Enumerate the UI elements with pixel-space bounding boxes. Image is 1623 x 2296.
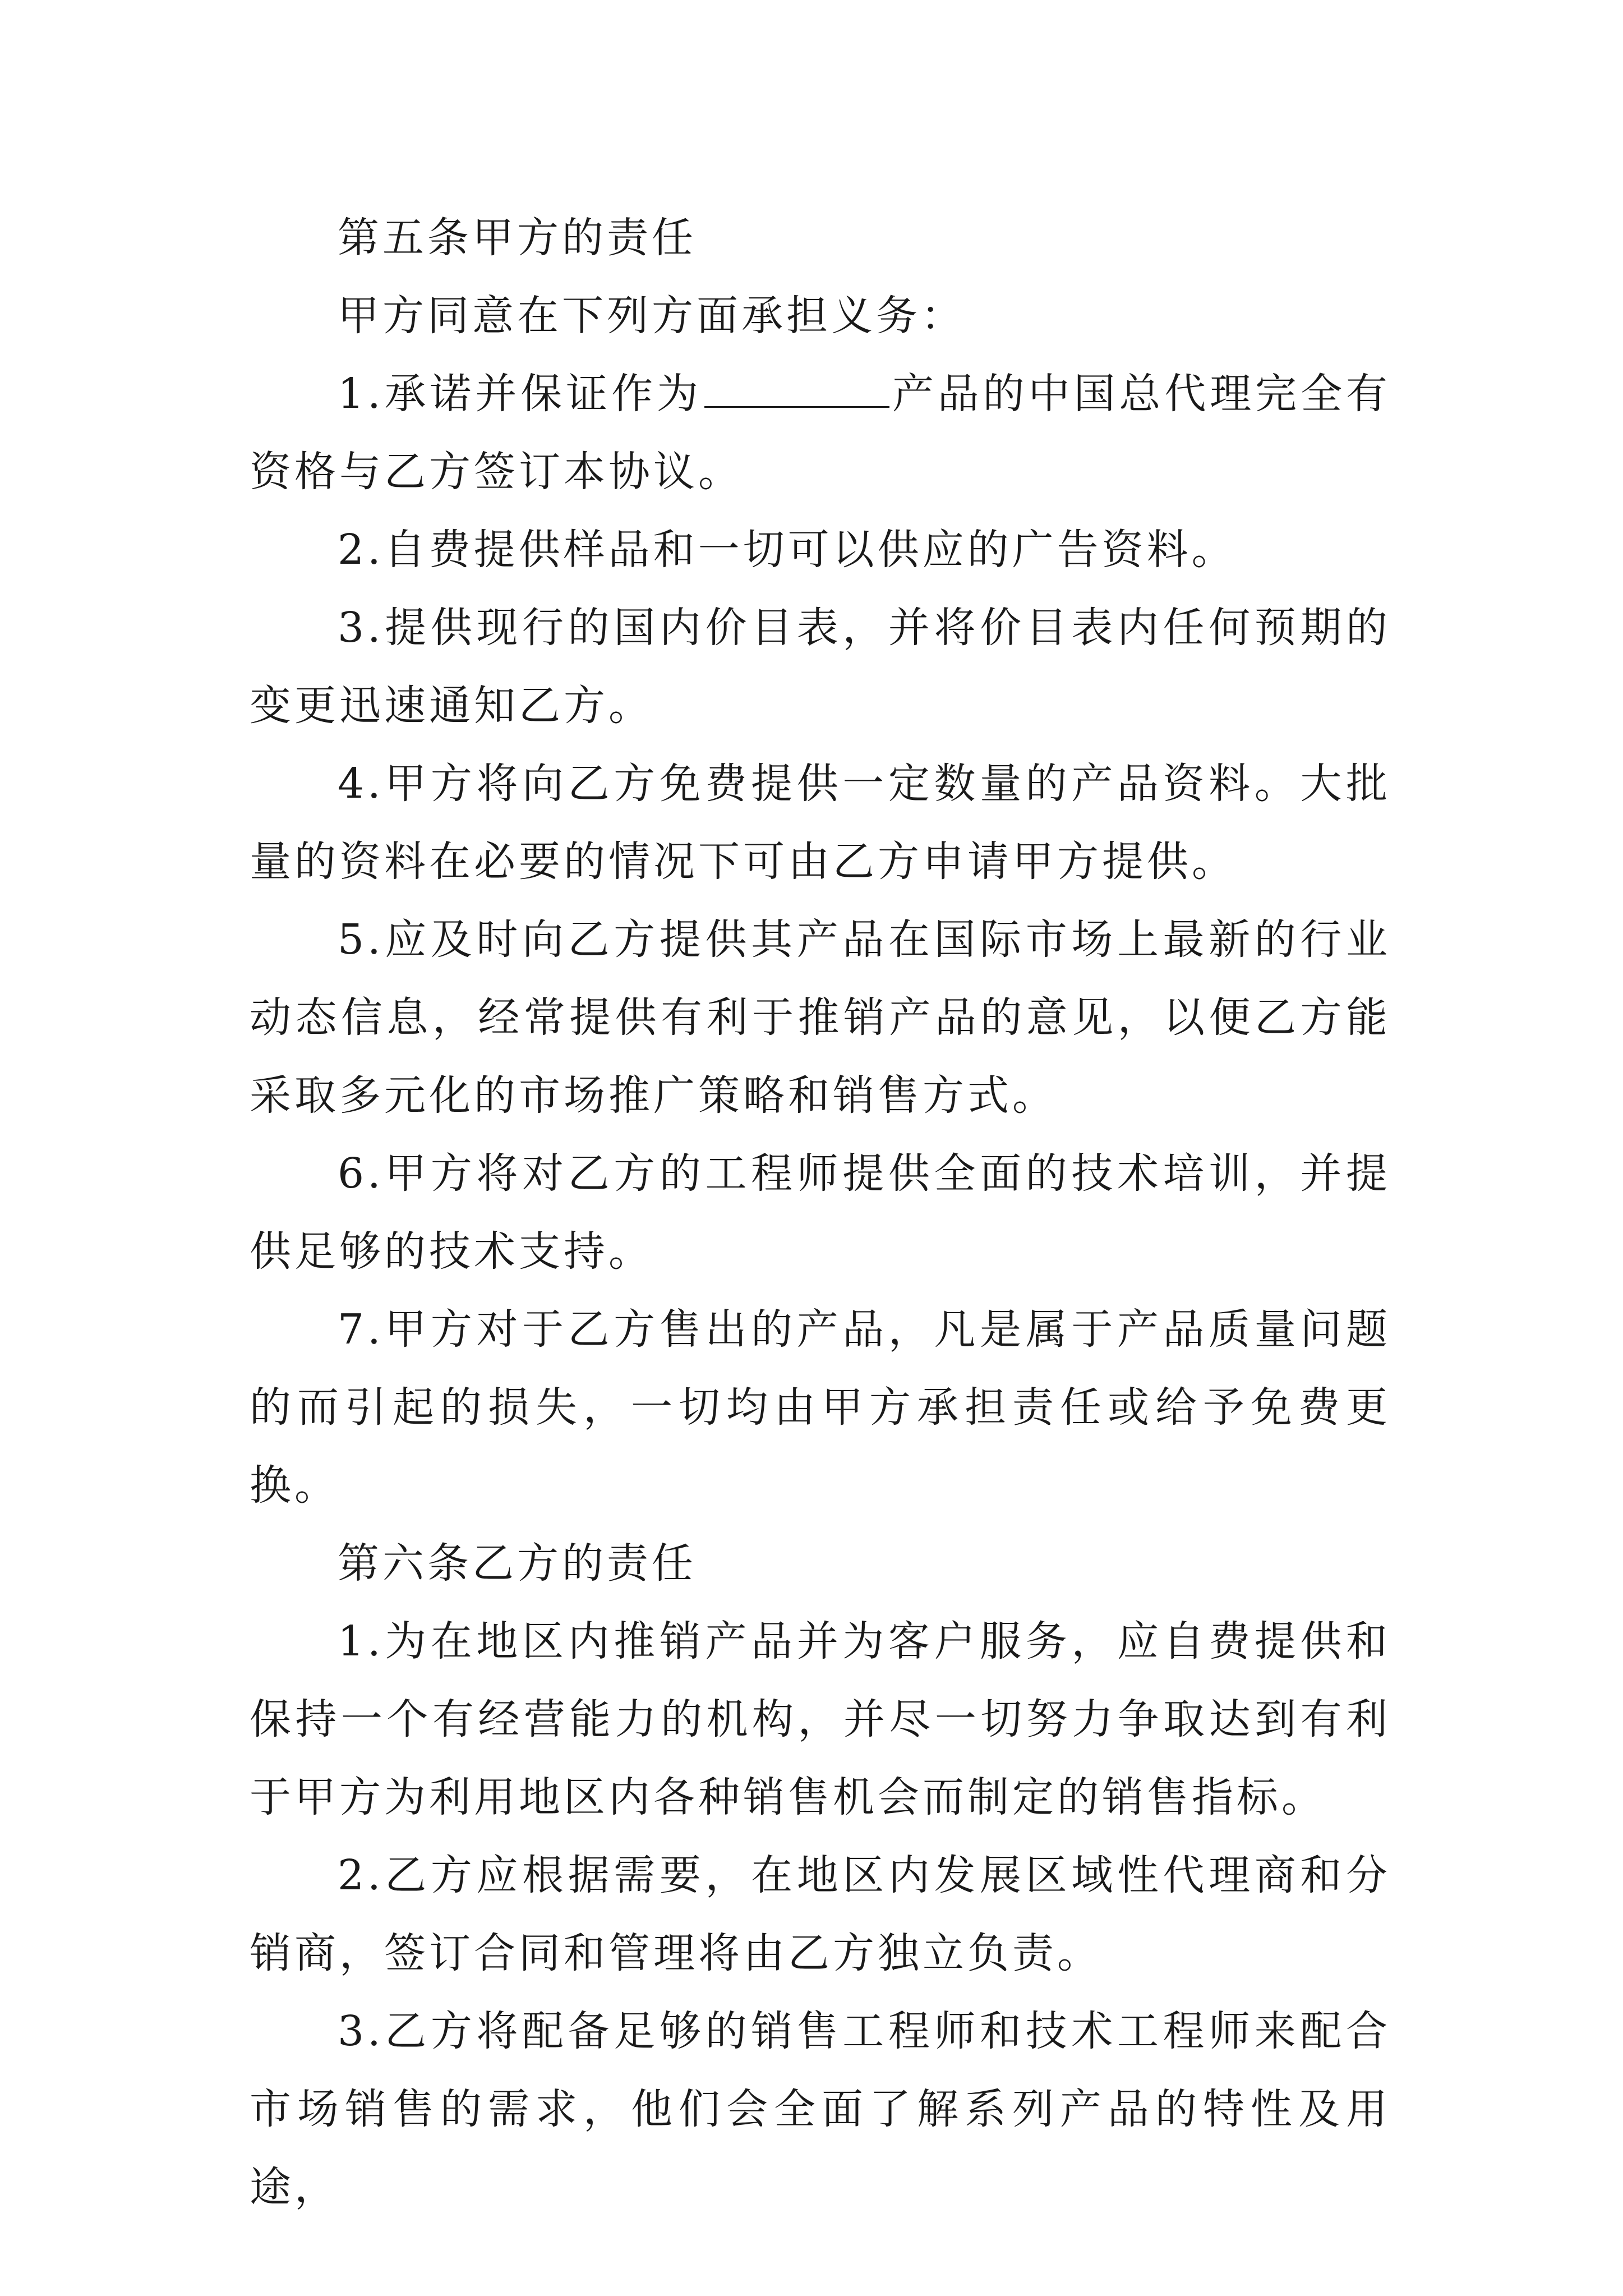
document-body: [250, 199, 1391, 2226]
section5-item-2: 2.自费提供样品和一切可以供应的广告资料。: [338, 526, 1237, 574]
section5-item-6: 6.甲方将对乙方的工程师提供全面的技术培训，并提供足够的技术支持。: [250, 1149, 1391, 1276]
section5-intro: 甲方同意在下列方面承担义务：: [338, 292, 966, 340]
section5-item-5: 5.应及时向乙方提供其产品在国际市场上最新的行业动态信息，经常提供有利于推销产品的意见，以便乙方能采取多元化的市场推广策略和销售方式。: [250, 915, 1391, 1120]
section5-item-1: [250, 355, 1391, 511]
section6-item-2: 2.乙方应根据需要，在地区内发展区域性代理商和分销商，签订合同和管理将由乙方独立负责。: [250, 1851, 1391, 1977]
section5-item-4: 4.甲方将向乙方免费提供一定数量的产品资料。大批量的资料在必要的情况下可由乙方申请甲方提供。: [250, 760, 1391, 886]
fill-in-blank-line: [704, 367, 889, 408]
section5-heading: 第五条甲方的责任: [338, 214, 697, 262]
section5-item-1-tail: 产品的中国总代理完全有资格与乙方签订本协议。: [250, 370, 1391, 496]
section5-item-3: 3.提供现行的国内价目表，并将价目表内任何预期的变更迅速通知乙方。: [250, 604, 1391, 730]
section5-item-1-lead: 1.承诺并保证作为: [338, 370, 702, 418]
section6-item-3: 3.乙方将配备足够的销售工程师和技术工程师来配合市场销售的需求，他们会全面了解系列产品的特性及用途，: [250, 2007, 1391, 2211]
section6-item-1: 1.为在地区内推销产品并为客户服务，应自费提供和保持一个有经营能力的机构，并尽一切努力争取达到有利于甲方为利用地区内各种销售机会而制定的销售指标。: [250, 1617, 1391, 1821]
section6-heading: 第六条乙方的责任: [338, 1539, 697, 1588]
section5-item-7: 7.甲方对于乙方售出的产品，凡是属于产品质量问题的而引起的损失，一切均由甲方承担责任或给予免费更换。: [250, 1305, 1391, 1510]
